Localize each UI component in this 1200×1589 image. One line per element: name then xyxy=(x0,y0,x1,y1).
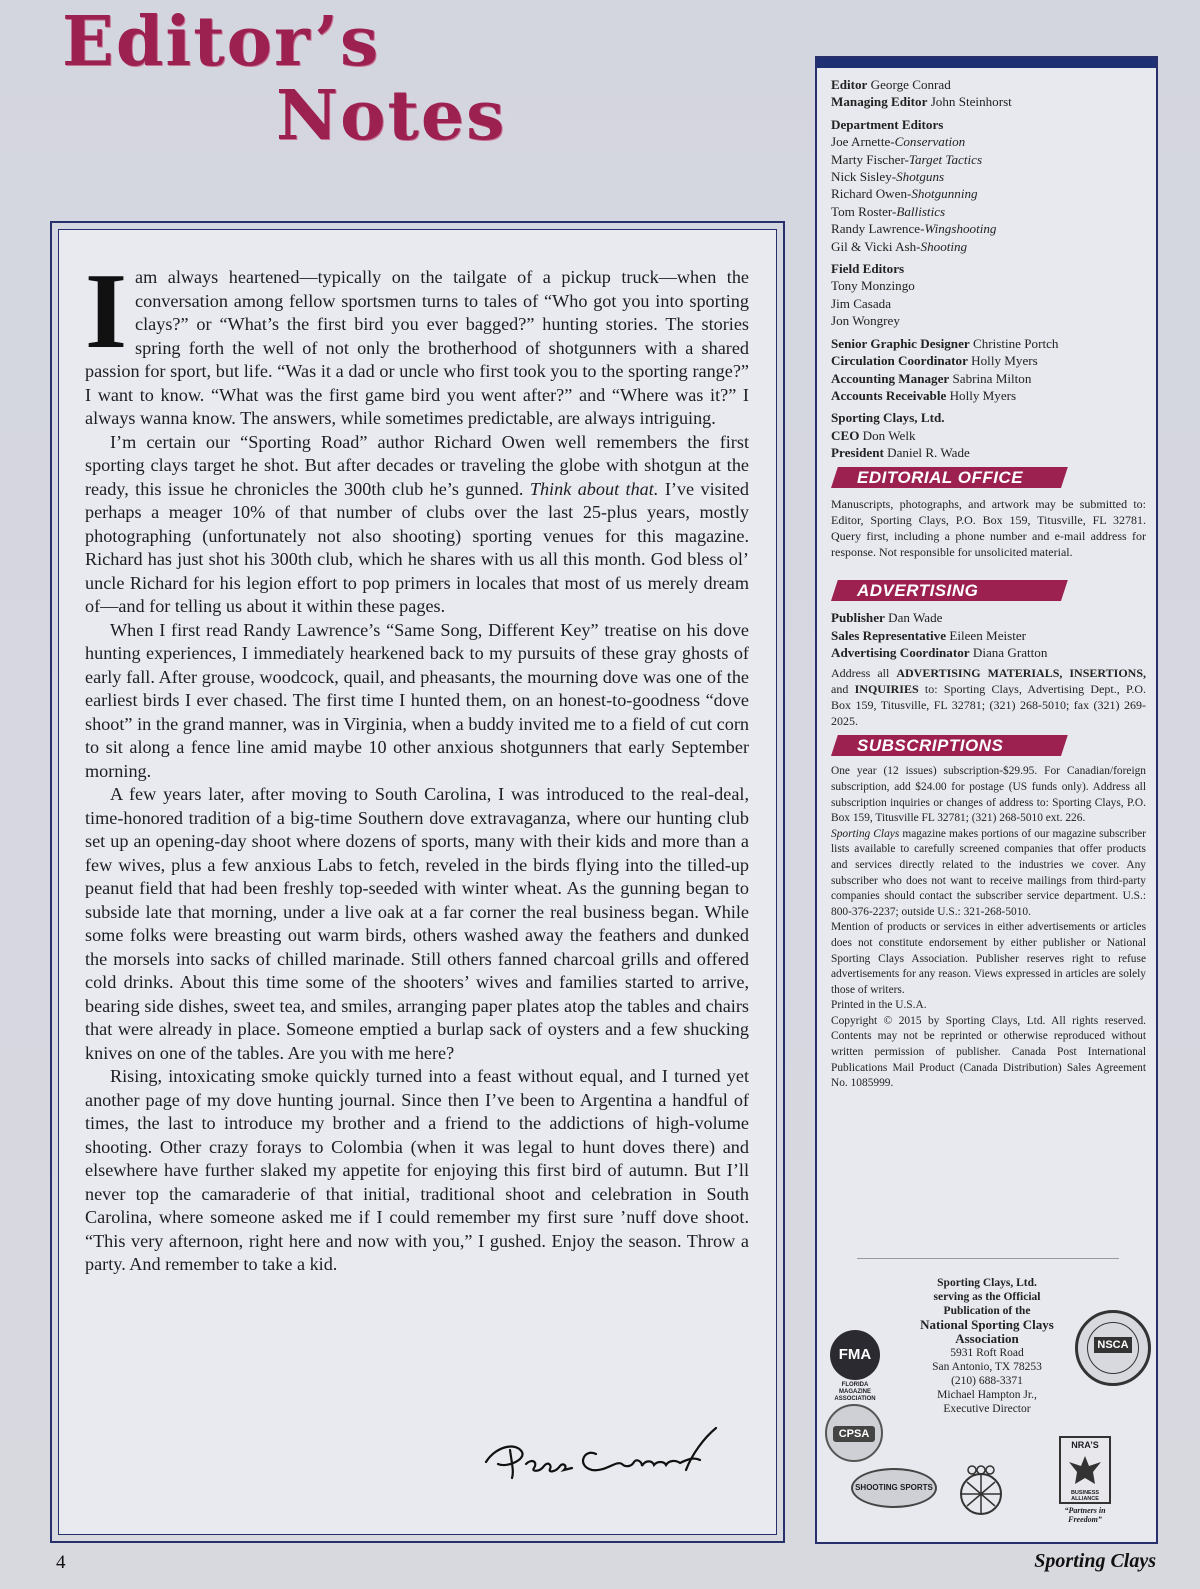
ad-coordinator-line xyxy=(831,644,1146,661)
staff-line xyxy=(831,370,1146,387)
nsca-phone: (210) 688-3371 xyxy=(951,1375,1023,1387)
editorial-office-heading: EDITORIAL OFFICE xyxy=(857,467,1024,487)
letter-paragraph-3: When I first read Randy Lawrence’s “Same Song, Different Key” treatise on his dove hunting experiences, I immediately hearkened back to my pursuits of these gray ghosts of early fall. After grouse, woodcock, quail, and pheasants, the mourning dove was one of the earliest birds I ever chased. The first time I hunted them, on an honest-to-goodness “dove shoot” in the grand manner, was in Virginia, when a buddy invited me to a field of cut corn to sit along a fence line amid maybe 10 other anxious shotgunners that early September morning. xyxy=(85,619,749,781)
subscriptions-p1: One year (12 issues) subscription-$29.95. For Canadian/foreign subscription, add $24.00 for postage (US funds only). Address all subscription inquiries or changes of address to: Sporting Clays, P.O. Box 159, Titusville FL 32781; (321) 268-5010 ext. 226. xyxy=(831,765,1146,825)
dept-editor-role: Ballistics xyxy=(896,203,946,219)
editor-letter-frame xyxy=(50,221,785,1543)
editor-letter-body xyxy=(85,252,750,1277)
field-editors xyxy=(831,260,1146,330)
letter-paragraph-1 xyxy=(85,252,749,431)
staff-label: Senior Graphic Designer xyxy=(831,335,970,351)
advertising-address-bold: ADVERTISING MATERIALS, INSERTIONS, xyxy=(896,665,1146,680)
subscriptions-p4: Printed in the U.S.A. xyxy=(831,999,927,1012)
editorial-office-banner xyxy=(831,467,1061,488)
sales-label: Sales Representative xyxy=(831,627,947,643)
editor-letter-panel xyxy=(58,229,777,1535)
nssf-mark: SHOOTING SPORTS xyxy=(851,1468,937,1508)
dept-editor-name: Gil & Vicki Ash- xyxy=(831,238,921,254)
letter-paragraph-5: Rising, intoxicating smoke quickly turned into a feast without equal, and I turned yet another page of my dove hunting journal. Since then I’ve been to Argentina a handful of times, the last to introduce my brother and a friend to the addictions of high-volume shooting. Other crazy forays to Colombia (when it was legal to hunt doves there) and elsewhere have further slaked my appetite for enjoying this first bird of autumn. But I’ll never top the camaraderie of that initial, traditional shoot and celebration in South Carolina, where someone asked me if I could remember my first sure ’nuff dove shoot. “This very afternoon, right here and now with you,” I gushed. Enjoy the season. Throw a party. And remember to take a kid. xyxy=(85,1066,749,1274)
sales-name: Eileen Meister xyxy=(949,627,1027,643)
subscriptions-p2-text: magazine makes portions of our magazine subscriber lists available to carefully screened companies that offer products and services directly related to the industries we cover. Any subscriber who does not want to receive mailings from third-party companies should contact the subscriber service department. U.S.: 800-376-2237; outside U.S.: 321-268-5010. xyxy=(831,827,1146,918)
staff-line xyxy=(831,335,1146,352)
nsca-director-title: Executive Director xyxy=(943,1403,1031,1415)
staff-line xyxy=(831,352,1146,369)
nra-sub: BUSINESS ALLIANCE xyxy=(1070,1490,1100,1502)
nssf-logo xyxy=(851,1468,941,1512)
dept-editor-name: Nick Sisley- xyxy=(831,169,897,185)
subscriptions-p5: Copyright © 2015 by Sporting Clays, Ltd. All rights reserved. Contents may not be reprinted or otherwise reproduced without written permission of publisher. Canada Post International Publications Mail Product (Canada Distribution) Sales Agreement No. 1085999. xyxy=(831,1014,1146,1090)
dept-editor-name: Tom Roster- xyxy=(831,203,897,219)
field-editors-label: Field Editors xyxy=(831,261,905,277)
fma-logo xyxy=(825,1330,885,1403)
nsca-logo xyxy=(1075,1310,1155,1390)
dept-editor xyxy=(831,151,1146,168)
letter-paragraph-4: A few years later, after moving to South Carolina, I was introduced to the real-deal, time-honored tradition of a big-time Southern dove extravaganza, where our hunting club set up an opening-day shoot where dozens of sports, many with their kids and more than a few wives, plus a few anxious Labs to fetch, reveled in the birds flying into the tilled-up peanut field that had been freshly top-seeded with winter wheat. As the gunning began to subside late that morning, under a live oak at a far corner the real business began. While some folks were breasting out warm birds, others washed away the feathers and dunked the morsels into sacks of chilled marinade. Still others fanned charcoal grills and offered cold drinks. About this time some of the shooters’ wives and families started to arrive, bearing side dishes, sweet tea, and smiles, arranging paper plates atop the tables and chairs that were already in place. Someone emptied a burlap sack of oysters and a few shucking knives on one of the tables. Are you with me here? xyxy=(85,784,749,1063)
dept-editor-name: Joe Arnette- xyxy=(831,134,895,150)
ceo-line xyxy=(831,427,1146,444)
page-title-line2: Notes xyxy=(276,76,507,156)
nsca-mark: NSCA xyxy=(1094,1337,1132,1353)
sidebar-top-bar xyxy=(817,58,1156,68)
ceo-label: CEO xyxy=(831,427,860,443)
letter-paragraph-2-emphasis: Think about that. xyxy=(529,478,659,499)
dept-editor-name: Marty Fischer- xyxy=(831,151,909,167)
company-name: Sporting Clays, Ltd. xyxy=(831,410,945,426)
magazine-name: Sporting Clays xyxy=(1034,1550,1156,1572)
publisher-name: Dan Wade xyxy=(888,610,943,626)
advertising-address xyxy=(831,665,1146,730)
letter-paragraph-2-a: I’m certain our “Sporting Road” author Richard Owen well remembers the first sporting clays target he shot. But after decades or traveling the globe with shotgun at the ready, this issue he chronicles the 300th club he’s gunned. xyxy=(85,431,749,499)
masthead-editors xyxy=(831,76,1146,111)
eagle-icon xyxy=(1065,1452,1105,1486)
subscriptions-banner xyxy=(831,735,1061,756)
nsca-line3: Publication of the xyxy=(943,1305,1031,1317)
field-editor: Jim Casada xyxy=(831,295,892,311)
staff-name: Holly Myers xyxy=(971,353,1038,369)
publisher-line xyxy=(831,609,1146,626)
editor-name: George Conrad xyxy=(870,77,951,92)
staff-list xyxy=(831,335,1146,405)
nsca-address2: San Antonio, TX 78253 xyxy=(932,1361,1042,1373)
nra-mark: NRA’S xyxy=(1071,1440,1099,1450)
masthead xyxy=(831,76,1146,1092)
affiliation-logos xyxy=(817,1268,1160,1524)
drop-cap: I xyxy=(85,252,128,371)
dept-editor xyxy=(831,203,1146,220)
dept-editor-role: Wingshooting xyxy=(924,221,997,237)
dept-editor-role: Conservation xyxy=(894,134,966,150)
field-editor: Jon Wongrey xyxy=(831,313,900,329)
subscriptions-text xyxy=(831,764,1146,1091)
dept-editor xyxy=(831,185,1146,202)
letter-paragraph-2 xyxy=(85,431,749,619)
staff-line xyxy=(831,387,1146,404)
staff-name: Christine Portch xyxy=(972,335,1059,351)
nsca-line1: Sporting Clays, Ltd. xyxy=(937,1277,1037,1289)
letter-paragraph-2-b: I’ve visited perhaps a meager 10% of that number of clubs over the last 25-plus years, mostly photographing (unfortunately not also shooting) sporting venues for this magazine. Richard has just shot his 300th club, which he shares with us all this month. God bless ol’ uncle Richard for his legion effort to pop primers in locales that most of us merely dream of—and for telling us about it within these pages. xyxy=(85,478,750,616)
sidebar-divider xyxy=(857,1258,1119,1259)
cpsa-mark: CPSA xyxy=(833,1426,875,1442)
sales-line xyxy=(831,627,1146,644)
company-info xyxy=(831,409,1146,461)
page-title-line1: Editor’s xyxy=(62,2,381,82)
nra-tagline: “Partners in Freedom” xyxy=(1064,1506,1106,1524)
department-editors xyxy=(831,116,1146,255)
president-name: Daniel R. Wade xyxy=(887,445,970,461)
dept-editor-role: Target Tactics xyxy=(908,151,983,167)
subscriptions-p3: Mention of products or services in either advertisements or articles does not constitute endorsement by either publisher or National Sporting Clays Association. Publisher reserves right to refuse advertisements for any reason. Views expressed in articles are solely those of writers. xyxy=(831,921,1146,996)
letter-paragraph-1-text: am always heartened—typically on the tailgate of a pickup truck—when the conversation among fellow sportsmen turns to tales of “Who got you into sporting clays?” or “What’s the first bird you ever bagged?” hunting stories. The stories spring forth the well of not only the brotherhood of shotgunners with a shared passion for sport, but life. “Was it a dad or uncle who first took you to the sporting range?” I want to know. “What was the first game bird you went after?” and “Where was it?” I always wanna know. The answers, while sometimes predictable, are always intriguing. xyxy=(85,267,749,428)
publisher-label: Publisher xyxy=(831,610,885,626)
editorial-office-text: Manuscripts, photographs, and artwork may be submitted to: Editor, Sporting Clays, P.O. Box 159, Titusville, FL 32781. Query first, including a phone number and e-mail address for response. Not responsible for unsolicited material. xyxy=(831,496,1146,560)
crosshair-globe-icon xyxy=(955,1464,1007,1516)
department-editors-label: Department Editors xyxy=(831,116,944,132)
dept-editor-role: Shooting xyxy=(920,238,968,254)
editor-line xyxy=(831,76,1146,93)
advertising-address-bold2: INQUIRIES xyxy=(854,681,919,696)
advertising-heading: ADVERTISING xyxy=(857,581,979,601)
ceo-name: Don Welk xyxy=(862,427,916,443)
fitasc-logo xyxy=(955,1464,1007,1516)
dept-editor xyxy=(831,133,1146,150)
nsca-line4: National Sporting Clays xyxy=(920,1317,1054,1332)
fma-sub: FLORIDA MAGAZINE ASSOCIATION xyxy=(834,1382,876,1402)
president-line xyxy=(831,444,1146,461)
staff-label: Accounting Manager xyxy=(831,370,950,386)
subscriptions-p2-title: Sporting Clays xyxy=(831,827,900,840)
dept-editor-role: Shotgunning xyxy=(911,186,978,202)
staff-name: Sabrina Milton xyxy=(952,370,1032,386)
dept-editor xyxy=(831,220,1146,237)
managing-editor-label: Managing Editor xyxy=(831,94,928,110)
page-number: 4 xyxy=(56,1552,66,1573)
dept-editor xyxy=(831,168,1146,185)
dept-editor-name: Richard Owen- xyxy=(831,186,912,202)
subscriptions-p2 xyxy=(831,827,1146,921)
cpsa-logo xyxy=(825,1404,885,1464)
ad-coordinator-label: Advertising Coordinator xyxy=(831,645,970,661)
president-label: President xyxy=(831,445,884,461)
advertising-banner xyxy=(831,580,1061,601)
managing-editor-name: John Steinhorst xyxy=(930,94,1012,110)
nsca-statement xyxy=(897,1276,1077,1416)
editor-label: Editor xyxy=(831,77,868,92)
field-editor: Tony Monzingo xyxy=(831,278,915,294)
ad-coordinator-name: Diana Gratton xyxy=(972,645,1048,661)
dept-editor-role: Shotguns xyxy=(896,169,945,185)
masthead-sidebar xyxy=(815,56,1158,1544)
nsca-line2: serving as the Official xyxy=(933,1291,1041,1303)
managing-editor-line xyxy=(831,93,1146,110)
advertising-address-b: and xyxy=(831,681,849,696)
advertising-address-a: Address all xyxy=(831,665,890,680)
dept-editor-name: Randy Lawrence- xyxy=(831,221,925,237)
nra-business-alliance-logo xyxy=(1047,1436,1123,1524)
staff-label: Accounts Receivable xyxy=(831,387,947,403)
nsca-director: Michael Hampton Jr., xyxy=(937,1389,1037,1401)
editor-signature xyxy=(476,1424,736,1484)
dept-editor xyxy=(831,238,1146,255)
staff-label: Circulation Coordinator xyxy=(831,353,968,369)
advertising-address-c: to: Sporting Clays, Advertising Dept., P.O. Box 159, Titusville, FL 32781; (321) 268-5010; fax (321) 269-2025. xyxy=(831,681,1146,729)
fma-mark: FMA xyxy=(830,1330,880,1380)
staff-name: Holly Myers xyxy=(949,387,1017,403)
nsca-address1: 5931 Roft Road xyxy=(950,1347,1024,1359)
nsca-line5: Association xyxy=(955,1331,1019,1346)
subscriptions-heading: SUBSCRIPTIONS xyxy=(857,736,1004,756)
